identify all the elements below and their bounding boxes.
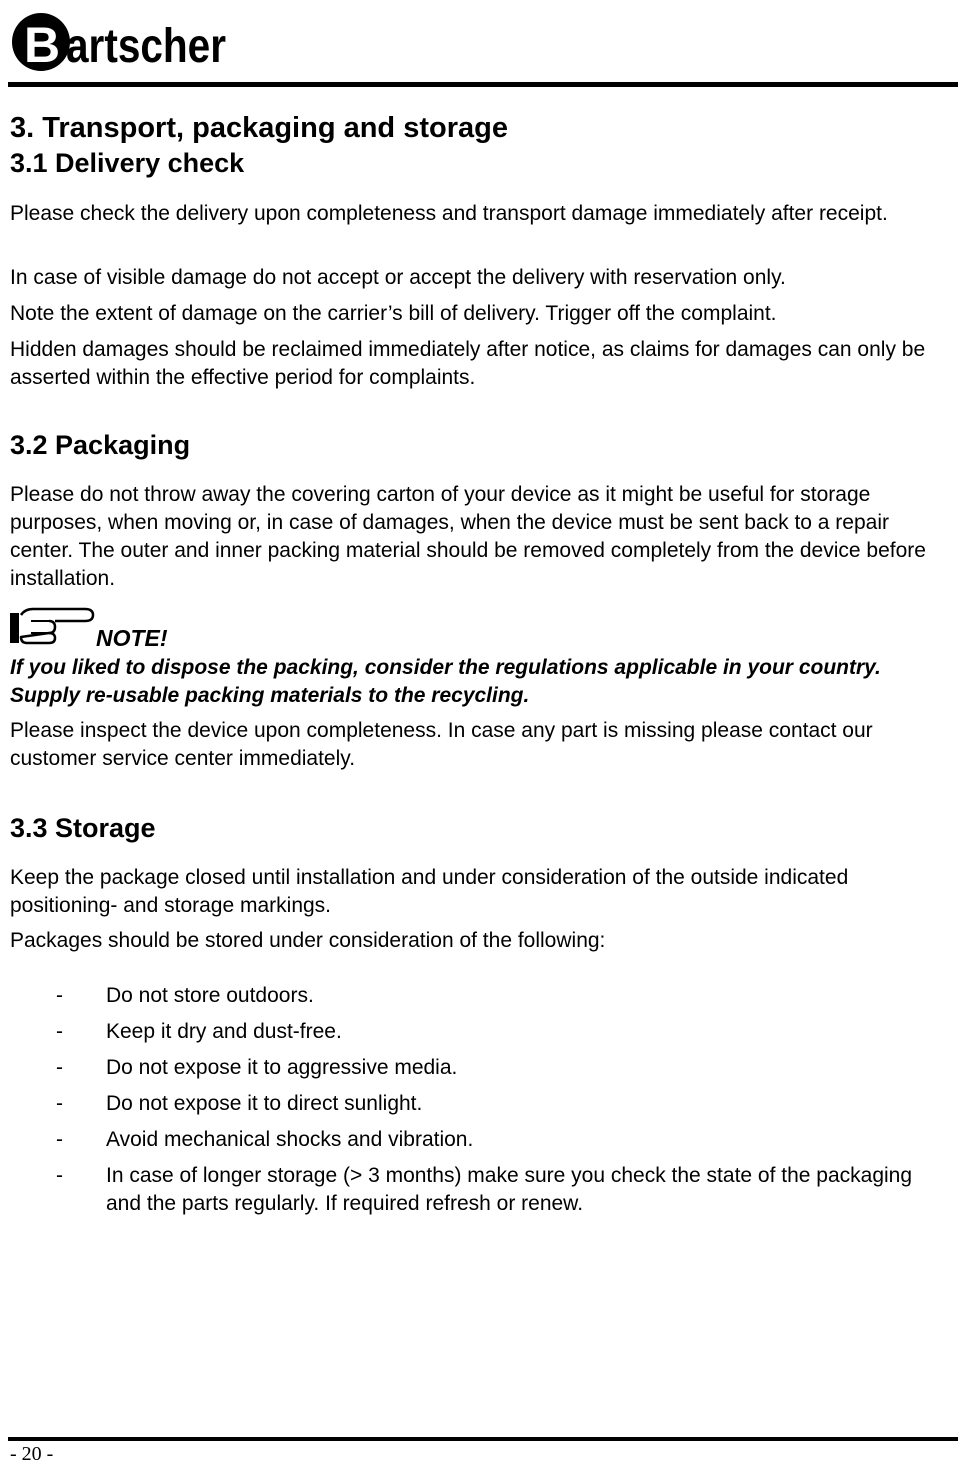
delivery-check-paragraph-3: Note the extent of damage on the carrier’s bill of delivery. Trigger off the complaint. bbox=[10, 302, 777, 325]
list-item-text: Do not expose it to aggressive media. bbox=[106, 1056, 458, 1079]
note-label: NOTE! bbox=[96, 625, 168, 651]
list-dash: - bbox=[56, 1128, 63, 1151]
svg-text:artscher: artscher bbox=[66, 20, 226, 73]
page-number: - 20 - bbox=[10, 1443, 54, 1465]
list-item bbox=[0, 1054, 936, 1082]
list-item bbox=[0, 1018, 936, 1046]
list-item bbox=[0, 1126, 936, 1154]
packaging-paragraph-1: Please do not throw away the covering carton of your device as it might be useful for storage purposes, when moving or, in case of damages, when the device must be sent back to a repair center. The outer and inner packing material should be removed completely from the device before installation. bbox=[10, 483, 926, 590]
delivery-check-paragraph-2: In case of visible damage do not accept or accept the delivery with reservation only. bbox=[10, 266, 786, 289]
header-rule bbox=[8, 82, 958, 87]
delivery-check-paragraph-1: Please check the delivery upon completeness and transport damage immediately after receipt. bbox=[10, 202, 888, 225]
list-item bbox=[0, 982, 936, 1010]
bartscher-logo bbox=[10, 4, 230, 76]
list-item bbox=[0, 1162, 936, 1218]
note-text: If you liked to dispose the packing, consider the regulations applicable in your country. Supply re-usable packing materials to the recycling. bbox=[10, 656, 881, 707]
list-item-text: Do not expose it to direct sunlight. bbox=[106, 1092, 423, 1115]
storage-list bbox=[0, 982, 960, 1226]
section-title: 3. Transport, packaging and storage bbox=[10, 112, 508, 144]
list-item bbox=[0, 1090, 936, 1118]
list-item-text: Keep it dry and dust-free. bbox=[106, 1020, 342, 1043]
list-item-text: Do not store outdoors. bbox=[106, 984, 314, 1007]
footer-rule bbox=[8, 1437, 958, 1441]
list-dash: - bbox=[56, 1056, 63, 1079]
list-dash: - bbox=[56, 984, 63, 1007]
list-item-text: Avoid mechanical shocks and vibration. bbox=[106, 1128, 474, 1151]
list-item-text: In case of longer storage (> 3 months) make sure you check the state of the packaging and the parts regularly. If required refresh or renew. bbox=[106, 1164, 913, 1215]
delivery-check-heading: 3.1 Delivery check bbox=[10, 148, 245, 178]
svg-text:B: B bbox=[24, 17, 61, 73]
list-dash: - bbox=[56, 1164, 63, 1187]
list-dash: - bbox=[56, 1020, 63, 1043]
storage-heading: 3.3 Storage bbox=[10, 813, 156, 843]
list-dash: - bbox=[56, 1092, 63, 1115]
packaging-heading: 3.2 Packaging bbox=[10, 430, 191, 460]
packaging-paragraph-2: Please inspect the device upon completeness. In case any part is missing please contact our customer service center immediately. bbox=[10, 719, 873, 770]
storage-paragraph-1: Keep the package closed until installation and under consideration of the outside indicated positioning- and storage markings. bbox=[10, 866, 849, 917]
storage-paragraph-2: Packages should be stored under consideration of the following: bbox=[10, 929, 606, 952]
pointing-hand-icon bbox=[9, 603, 97, 647]
delivery-check-paragraph-4: Hidden damages should be reclaimed immediately after notice, as claims for damages can only be asserted within the effective period for complaints. bbox=[10, 338, 926, 389]
